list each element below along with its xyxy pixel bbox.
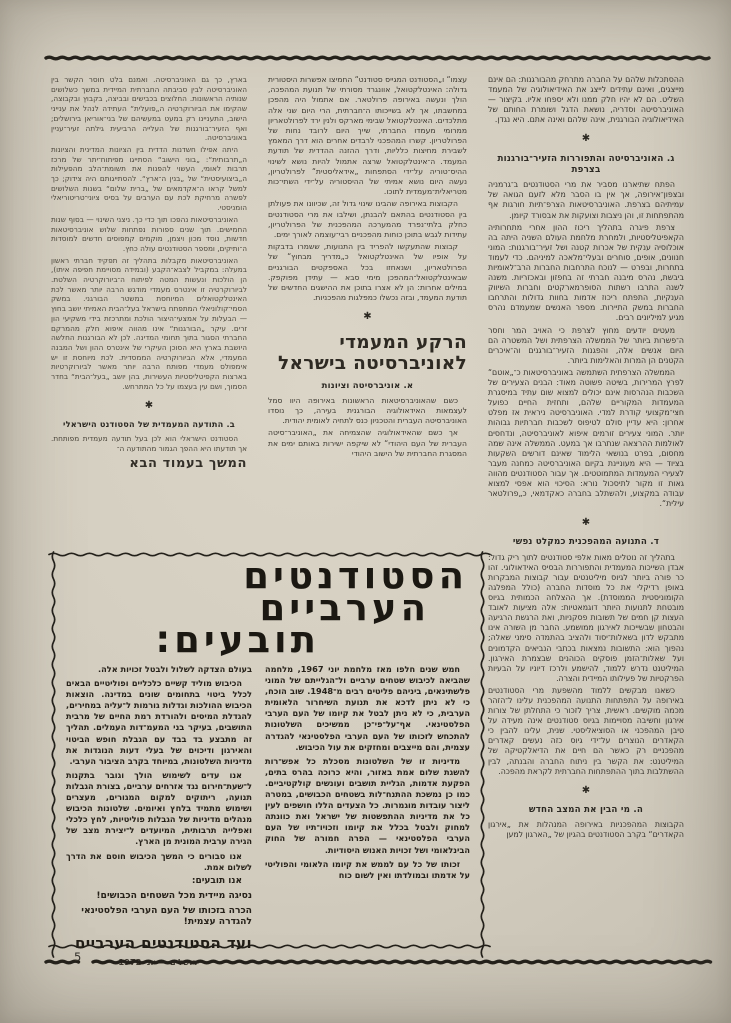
asterisk-divider-icon: ✱ bbox=[581, 133, 591, 145]
ad-headline-line: תובעים: bbox=[155, 618, 320, 661]
section-heading-e: ה. מי הבין את המצב החדש bbox=[528, 804, 644, 815]
body-paragraph: הממשלה הצרפתית השתמשה באוניברסיטאות כ־„אוטם“ לפרץ המרירות, בשיטה פשוטה מאוד: הבנים הצעירים של השכבות הנהרסות אינם יכולים למצוא שום עתיד במיסגרת המעמדות המקוריים שלהם, ותחזית החיים כפועל חצי־מקצועי קודרת למדי. האוניברסיטה ניראית אז מפלט אחרון: היא עדיין סולם לטיפוס לשכבות חברתיות גבוהות יותר. המוני צעירים זורמים איפוא לאוניברסיטה, ונדחסים לאולמות ההרצאה שנתרבו אך במעט. הממשלה אינה שמה מחסום, בפרט בנושאי הלימוד שאינם דורשים השקעות בציוד — היא מעוניינת בקיום האוניברסיטה כמחנה מעבר לצעירי המעמדות המתמוטטים. אך עבור הסטודנטים מהווה גאות זו מקור לתיסכול נורא: הסיכוי הוא אפסי למצוא עבודה במקצוע, ולהשתלב בחברה כאקדמאי, כ„פרולטאר עילית“. bbox=[488, 367, 684, 509]
body-paragraph: הקבוצות באירופה שהבינו שינוי גדול זה, שכיוונו את פעולתן בין הסטודנטים בהתאם להבנתן, ושילבו את מרי הסטודנטים כחלק בלתי־נפרד מהמערכה המהפכנית של הפרולטריון, עתידות לגבש בתוכן כוחות מהפכניים רבי־עוצמה לאורך ימים. bbox=[268, 199, 467, 240]
body-paragraph: קבוצות שהתעקשו להפריד בין התנועות, ששמרו בדבקות על אופיו של האינטלקטואל כ„מדריך מבחוץ“ של הפרולטאריון, ושנאחזו בכל האספקטים הבורגניים שבאינטלקטואל־המהפכן מימי סבא — עתידן מפוקפק. במילים אחרות: הן לא אצרו בתוכן את ההישגים החדשים של תודעת המעמד, ובזה נכשלו כמפלגות מהפכניות. bbox=[268, 242, 467, 303]
asterisk-divider-icon: ✱ bbox=[581, 517, 591, 529]
ad-text-columns bbox=[66, 664, 470, 967]
body-paragraph: הסטודנט הישראלי הוא לכן בעל תודעה מעמדית מפותחת. אך תודעתו היא ההפך הגמור מהתודעה ה־ bbox=[51, 433, 247, 453]
ad-box-border-left bbox=[49, 552, 58, 949]
ad-demand: נסיגה מיידית מכל השטחים הכבושים! bbox=[96, 889, 252, 901]
body-paragraph: כשאנו מבקשים ללמוד מהשפעת מרי הסטודנטים באירופה על התפתחות התנועה המהפכנית עלינו ל־הזהר מכמה מוקשים. ראשית, צריך לזכור כי התחלתן של צורות אירגון וחשיבה מסויימות בגיוס סטודנטים אינה מעידה על טיבן המהפכני או הסוציאליסטי. שנית, עלינו להבין כי הקאדרים הנוצרים על־ידי גיוס כזה נעשים קאדרים מהפכניים רק כאשר הם חיים את הדיאלקטיקה של המיליטנט: את הקשר בין ניתוח החברה והבנתה, לבין ההשתלבות בתוך ההתפתחות החברתית לקראת מהפכה. bbox=[488, 685, 684, 776]
ad-column-right bbox=[265, 664, 470, 967]
ad-signature: ועד הסטודנטים הערביים bbox=[74, 934, 252, 953]
ad-paragraph: אנו עדים לשימוש הולך וגובר בתקנות ל־שעת־חירום נגד אזרחים ערביים, בצורת הגבלות תנועה, ריתוקים למקום המגורים, מעצרים ושימוש מתמיד בלחץ ואיומים. שלטונות הכיבוש מנהלים מדיניות של הגבלות פוליטיות, לחץ כלכלי ואפלייה תרבותית, המיועדים ל־יצירת מצב של הגירה ערבית המונית מן הארץ. bbox=[66, 769, 252, 847]
ad-headline-line: הסטודנטים bbox=[243, 554, 468, 597]
ad-paragraph: מדיניות זו של השלטונות מסכלת כל אפש־רות להשגת שלום אמת באזור, והיא כרוכה בהרס בתים, הפקעת אדמות, הגליית תושבים ועונשים קולקטיביים. כמו כן נמשכת ההתנח־לות בשטחים הכבושים, במטרה ליצור עובדות מוגמרות. כל הצעדים הללו חושפים לעין כל את מדיניות ההתפשטות של ישראל ואת כוונתה למחוק ולבטל בכלל את קיומו וזכויו־תיו של העם הערבי הפלסטינאי — הפרה חמורה של החוק הבינלאומי ושל זכויות האנוש היסודיות. bbox=[265, 755, 470, 855]
top-rule bbox=[46, 53, 708, 63]
ad-paragraph: חמש שנים חלפו מאז מלחמת יוני 1967, מלחמה שהביאה לכיבוש שטחים ערביים ול־הגלייתם של המוני פלשתינאים, ביניהם פליטים רבים מ־1948. שוב הוכח, כי לא ניתן לדכא את תנועת השיחרור הלאומית הערבית, כי לא ניתן לבטל את קיומו של העם הערבי הפלסטינאי. אף־על־פי־כן ממשיכים השלטונות להתכחש לזכותו של העם הערבי הפלסטינאי להגדרה עצמית, והם מייצבים ומחזקים את עול הכיבוש. bbox=[265, 664, 470, 752]
article-headline bbox=[268, 332, 467, 375]
ad-paragraph: זכותו של כל עם לממש את קיומו הלאומי והפוליטי על אדמתו ובמולדתו ואין לשום כוח bbox=[265, 858, 470, 880]
article-column-right bbox=[488, 75, 684, 957]
bottom-rule-left-segment bbox=[46, 957, 73, 967]
article-column-left bbox=[51, 75, 247, 554]
ad-headline bbox=[66, 554, 470, 661]
article-headline-line: לאוניברסיטה בישראל bbox=[278, 353, 467, 375]
section-heading-c: ג. האוניברסיטה והתפוררות הזעיר־בורגנות בצרפת bbox=[497, 153, 675, 175]
article-column-middle bbox=[268, 75, 467, 554]
body-paragraph: צרפת פיגרה בתהליך ריכוז ההון אחרי מתחרותיה הקאפיטליסטיות, ולמחרת מלחמת העולם השניה היתה בה אוכלוסיה ענקית של אכרות קטנה ושל זעיר־בורגנות: המוני חנוונים, אופים, סוחרים ובעלי־מלאכה למיניהם. כדי לעמוד בתחרות, ובפרט — לנוכח התרחבות החברות הרב־לאומיות ביבשת, נהרס מיבנה חברתי זה בחפזון ובאכזריות. משנה לשנה התרבו רשתות הסופרמארקטים וחברות השיווק הענקיות, התפתח ריכוז אדמות בחוות גדולות והתרחבו החברות במשק התיירות. מספר האנשים שמעמדם נהרס מגיע למיליונים רבים. bbox=[488, 222, 684, 323]
body-paragraph: ההסתכלות שלהם על החברה מתרחק מהבורגנות: הם אינם מייצגים, ואינם עתידים לייצג את האידיאולוגיה של המעמד השליט. הם לא יהיו חלק ממנו ולא יספחו אליו. בקיצור — האוניברסיטה וסדריה, נושאת הדגל ושומרת החותם של האידיאולוגיה הבורגנית, אינה שלהם ואינה אתם. היא נגדן. bbox=[488, 75, 684, 125]
ad-box-border-bottom bbox=[49, 942, 487, 951]
body-paragraph: האוניברסיטאות מקבלות בתהליך זה תפקיד חברתי ראשון במעלה: במקביל לצבא־הקבע (ובמידה מסויימת חפיפה איתו), הן הולכות ונעשות המטה לפיתוח ה־ביורוקרטיה השלטת. לביורוקרטיה זו אינטרס מעמדי מודגש הרבה יותר מאשר לכת האינטלקטואלים המיוחסת במשטר הבורגני. במשק הסמי־קולוניאלי המתפתח בישראל בעל־הבית האמיתי יושב בחוץ — הבעלות על אמצעי־היצור הולכת ומתרכזת בידי משקיעי הון זרים. עיקר „הבורגנות“ אינו מהווה איפוא חלק מהמרקם החברתי הסגור בתוך תחומי המדינה. לכן לא הבורגנות החלשה היושבת בארץ היא הסוכן העיקרי של אינטרס ההון ושל המבנה המעמדי, אלא הביורוקרטיה הממסדית. לכת מיוחסת זו יש אימפולס מעמדי מפותח הרבה יותר מאשר לביורוקרטיות בארצות הקפיטליסטיות העשירות, בהן יושב „בעל־הבית“ בחדר הסמוך, ושם עין בעצמו על כל המתרחש. bbox=[51, 255, 247, 391]
article-headline-line: הרקע המעמדי bbox=[339, 331, 467, 353]
body-paragraph: אך כשם שהאידאולוגיה שהצמיחה את „האוניבר־סיטה העברית של העם היהודי“ לא שיקפה ישירות באותם ימים את המסגרת החברתית של הישוב היהודי bbox=[268, 428, 467, 458]
body-paragraph: האוניברסיטאות נהפכו תוך כדי כך. ניצני השינוי — בסוף שנות החמישים. תוך שנים ספורות נפתחות שלוש אוניברסיטאות חדשות, נוסד מכון ויצמן, מוקמים קמפוסים חדשים למוסדות ה־ותיקים, ומספר הסטודנטים עולה כחץ. bbox=[51, 214, 247, 253]
ad-headline-line: הערביים bbox=[259, 586, 430, 629]
body-paragraph: הקבוצות המהפכניות באירופה המנהלות את „אירגון הקאדרים“ בקרב הסטודנטים בהגיון של „הארגון למען bbox=[488, 820, 684, 840]
ad-paragraph: אנו סבורים כי המשך הכיבוש חוסם את הדרך לשלום אמת. bbox=[66, 850, 252, 872]
ad-demand: הכרה בזכותו של העם הערבי הפלסטינאי להגדרה עצמית! bbox=[81, 904, 252, 928]
body-paragraph: עצמו“ ו„הסטודנט המגייס סטודנט“ החמיצו אפשרות היסטורית גדולה: האינטלקטואל, אוונגרד מסורתי של תנועת המהפכה, הולך ונעשה באירופה פרולטאר. אם אתמול היה מהפכן במחשבתו, אך לא בשייכותו ה־חברתית, הרי היום שני אלה מתלכדים. האינטלקטואל שבימי מארקס ולנין ירד לפרולטאריון ממרומי מעמדו החברתי, שייך היום לרובד נחות של הפרולטריון. קשרו המהפכני לרבדים אחרים הוא דרך המאמץ לשבירת מחיצות כלליות, ודרך ההזנה ההדדית של תודעת המעמד. ה־אינטלקטואל שרצה אתמול להיות נושא לשינוי ההיס־טוריה על־ידי הסתפחות „אידאליסטית“ לפרולטריון, נעשה היום נושא אמיתי של ההיסטוריה על־ידי השתי־כות מטריאלית־מעמדית לתוכו. bbox=[268, 75, 467, 197]
body-paragraph: מעטים יודעים מחוץ לצרפת כי האויב המר וחסר ה־פשרות ביותר של הממשלה הצרפתית ושל המשטרה הם היום אנשים אלה, והפגנות הזעיר־בורגנים וה־איכרים הקטנים הן המרות והאלימות ביותר. bbox=[488, 325, 684, 365]
bottom-rule-right-segment bbox=[93, 957, 707, 967]
section-heading-b: ב. התודעה המעמדית של הסטודנט הישראלי bbox=[63, 419, 235, 430]
asterisk-divider-icon: ✱ bbox=[363, 311, 372, 323]
continued-next-page-notice: המשך בעמוד הבא bbox=[129, 456, 247, 472]
ad-demands-label: אנו תובעים: bbox=[191, 875, 242, 886]
ad-box-arab-students-demands bbox=[49, 550, 487, 968]
ad-paragraph: הכיבוש מוליד קשיים כלכליים ופוליטיים הבאים לכלל ביטוי בתחומים שונים במדינה. הוצאות הכיבוש ההולכות וגדלות גורמות ל־עליה במחירים, להגדלת המיסים ולהורדת רמת החיים של מרבית התושבים, בעיקר בני המעמ־דות העמלים. תהליך זה מתבצע בד בבד עם הגבלת חופש הביטוי והאירגון ודיכוים של בעלי דעות הנוגדות את מדיניות השלטונות, במיוחד בקרב הציבור הערבי. bbox=[66, 678, 252, 766]
ad-box-border-top bbox=[49, 550, 487, 559]
asterisk-divider-icon: ✱ bbox=[144, 399, 154, 411]
ad-dateline: ירושלים — יוני 1972 bbox=[118, 957, 200, 968]
body-paragraph: היתה אפילו חשדנות הדדית בין הציונות המדינית והציונות ה„תרבותית“: „בוני הישוב“ הסתייגו מפיתוח־יתר של מרכז תרבות לאומי, העשוי להפנות את תשומת־הלב מהפעילות ה„ביצועיסטית“ של „בנין ה־ארץ“. להסתייגותם היה צידוק; כך למשל קראו ה־אקדמאים של „ברית שלום“ בשנות השלושים לפשרה מרחיקת לכת עם הערבים על בסיס ציוני־טריטוריאלי הומניסטי. bbox=[51, 144, 247, 213]
ad-paragraph: בעולם הצדקה לשלול ולבטל זכויות אלה. bbox=[98, 664, 252, 674]
body-paragraph: כשם שהאוניברסיטאות הראשונות באירופה היוו סמל לעצמאות האידאולוגיה הבורגנית בעירה, כך נוסדו האוניברסיטה העברית והטכניון כנס לתחיה לאומית יהודית. bbox=[268, 395, 467, 426]
page-number: 5 bbox=[74, 950, 82, 964]
section-heading-d: ד. התנועה המהפכנית כמקלט נפשי bbox=[512, 537, 660, 548]
body-paragraph: בארץ, כך גם האוניברסיטה. ואמנם בלט חוסר הקשר בין האוניברסיטה לבין סביבתה החברתית המיידית במשך כשלושים שנותיה הראשונות. החלוצים בכבישים ובביצה, בקבוץ ובקבוצה, שהקימו את הביורוקרטיה ה„פועלית“ העתידה לנהל את ענייני הישוב, התעניינו רק במעט במעשיהם של בני־אוריאן בירושלים; ואף הזעיר־בורגנות של העלייה הרביעית גילתה זעיר־עניין באוניברסיטה. bbox=[51, 75, 247, 143]
body-paragraph: בתהליך זה נוטלים מאות אלפי סטודנטים לתוך ריק גדול: אבדן השייכות המעמדית והתפוררות הבסיס האידאולוגי. זהו כר פורה ביותר לגיוס מיליטנטים עבור קבוצות המבקרות באופן רדיקלי את כל מוסדות החברה (כולל המפלגה הקומוניסטית הממוסדת). אך ההצלחה הכמותית בגיוס מובטחת לתנועות היותר דוגמאטיות: אלה מציעות לאובד העצות קן חמים של תשובות פסקניות, ואת הרגשת הרגיעה והבטחון שבשייכות לאירגון ממושמע. החבר מן השורה אינו מתבקש לדון בשאלות־יסוד ולהציב בהתמדה סימני שאלה; נהפוך הוא: התשובות נמצאות בכתבי הנביאים הקדמונים ועל שאלות־הזמן פוסקים הכוהנים שבצמרת האירגון. המיליטנט נדרש ללמוד, להישמע ולרכז דיוניו על הבעיות הפרקטיות של פעילותו המיידית והצרה. bbox=[488, 552, 684, 683]
asterisk-divider-icon: ✱ bbox=[581, 784, 591, 796]
body-paragraph: הפתח שתיארנו מסביר את מרי הסטודנטים ב־גרמניה ובצפון־אירופה, אך אין בו הסבר מלא לזעם הגואה של עמיתיהם בצרפת. האוניברסיטאות הצרפ־תיות חורגות אף מהתפתחות זו, והן ניצבות וצועקות את אבסורד קיומן. bbox=[488, 180, 684, 220]
section-heading-a: א. אוניברסיטה וציונות bbox=[321, 380, 414, 391]
ad-column-left bbox=[66, 664, 252, 967]
ad-box-border-right bbox=[478, 552, 487, 949]
